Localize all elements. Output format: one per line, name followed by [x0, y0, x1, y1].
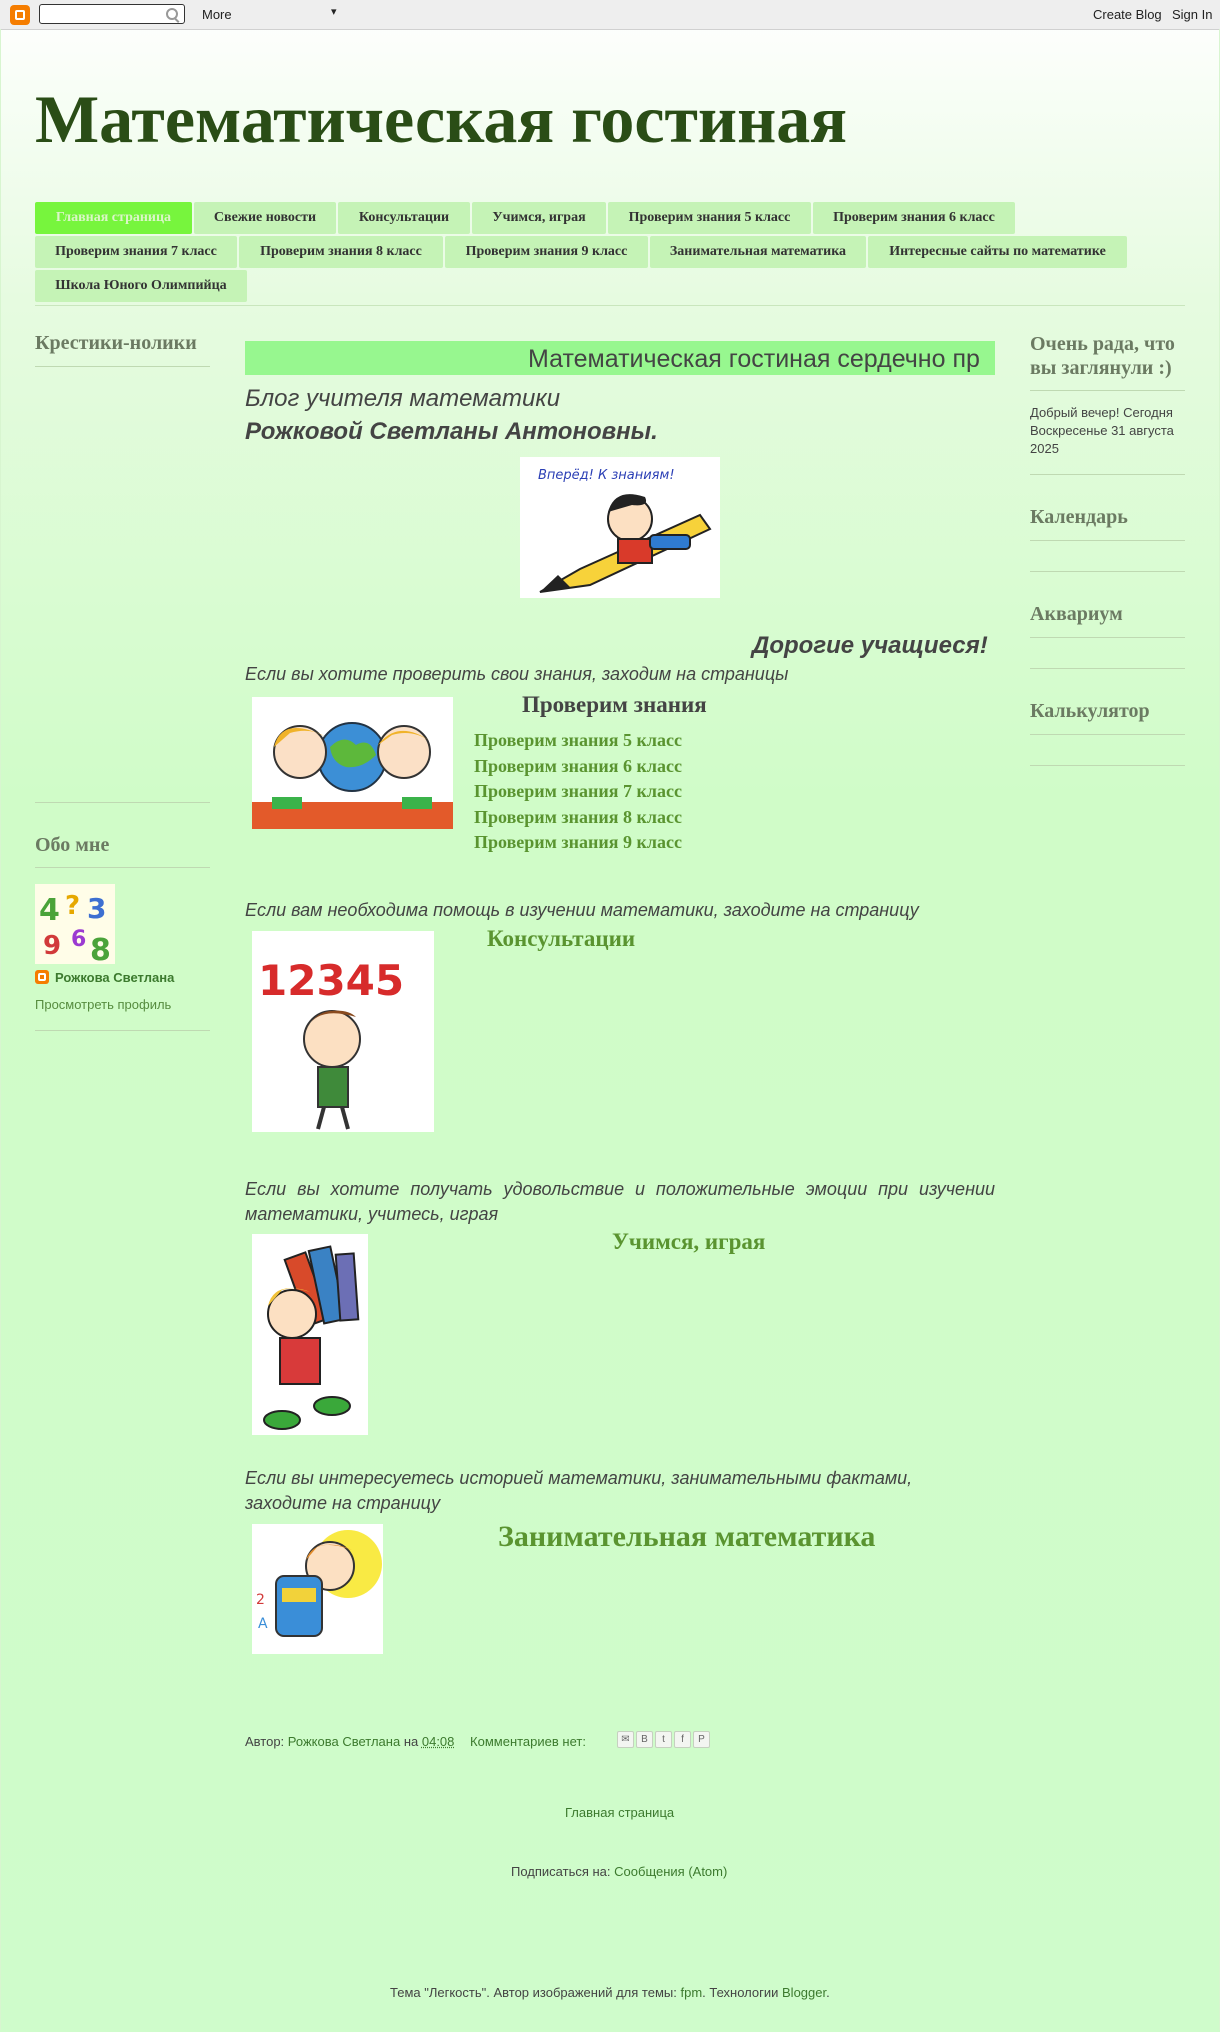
twitter-share-icon[interactable]: t	[655, 1731, 672, 1748]
boy-with-books-image	[252, 1234, 368, 1435]
schoolboy-sun-image	[252, 1524, 383, 1654]
avatar[interactable]	[35, 884, 115, 964]
svg-text:A: A	[258, 1616, 268, 1632]
blogger-link[interactable]: Blogger	[782, 1985, 827, 2000]
create-blog-link[interactable]: Create Blog	[1093, 7, 1162, 22]
svg-text:9: 9	[43, 931, 62, 961]
fpm-link[interactable]: fpm	[680, 1985, 703, 2000]
author-link[interactable]: Рожкова Светлана	[287, 1734, 401, 1749]
tab-check-7[interactable]: Проверим знания 7 класс	[35, 236, 237, 268]
theme-text: Тема "Легкость". Автор изображений для темы:	[390, 1985, 677, 2000]
history-intro-text: Если вы интересуетесь историей математики, занимательными фактами, заходите на страницу	[245, 1468, 913, 1513]
help-intro-text: Если вам необходима помощь в изучении математики, заходите на страницу	[245, 900, 919, 920]
svg-text:8: 8	[90, 933, 111, 964]
fun-math-link[interactable]: Занимательная математика	[498, 1520, 876, 1553]
check-knowledge-heading: Проверим знания	[522, 692, 707, 717]
svg-text:2: 2	[256, 1592, 265, 1608]
tab-interesting-sites[interactable]: Интересные сайты по математике	[868, 236, 1127, 268]
blog-title[interactable]: Математическая гостиная	[35, 81, 848, 157]
divider	[1030, 474, 1185, 475]
check-5-link[interactable]: Проверим знания 5 класс	[474, 730, 682, 750]
tab-learn-playing[interactable]: Учимся, играя	[472, 202, 606, 234]
divider	[35, 802, 210, 803]
svg-text:?: ?	[65, 891, 81, 921]
comments-link[interactable]: Комментариев нет:	[470, 1734, 586, 1749]
divider	[35, 867, 210, 868]
tictactoe-title: Крестики-нолики	[35, 332, 197, 354]
pinterest-share-icon[interactable]: P	[693, 1731, 710, 1748]
check-8-link[interactable]: Проверим знания 8 класс	[474, 807, 682, 827]
blogger-profile-icon	[35, 970, 49, 984]
divider	[1030, 390, 1185, 391]
sign-in-link[interactable]: Sign In	[1172, 7, 1213, 22]
check-9-link[interactable]: Проверим знания 9 класс	[474, 832, 682, 852]
blogthis-share-icon[interactable]: B	[636, 1731, 653, 1748]
blogger-navbar	[0, 0, 1220, 30]
divider	[1030, 540, 1185, 541]
view-profile-link[interactable]: Просмотреть профиль	[35, 997, 172, 1012]
profile-name-link[interactable]: Рожкова Светлана	[55, 970, 175, 985]
post-subtitle: Блог учителя математики	[245, 385, 561, 412]
welcome-marquee	[245, 341, 995, 375]
timestamp-link[interactable]: 04:08	[421, 1734, 455, 1749]
forward-to-knowledge-image	[520, 457, 720, 598]
attribution	[390, 1985, 830, 2000]
schoolboy-with-backpack-icon	[252, 1524, 383, 1654]
tab-home[interactable]: Главная страница	[35, 202, 192, 234]
about-me-title: Обо мне	[35, 834, 110, 856]
welcome-title: Очень рада, что вы заглянули :)	[1030, 333, 1175, 379]
greeting-text: Добрый вечер! Сегодня Воскресенье 31 августа 2025	[1030, 405, 1174, 456]
image-caption: Вперёд! К знаниям!	[538, 468, 675, 483]
svg-text:3: 3	[87, 892, 107, 925]
boy-carrying-books-icon	[252, 1234, 368, 1435]
tab-check-5[interactable]: Проверим знания 5 класс	[608, 202, 811, 234]
divider	[1030, 765, 1185, 766]
blogger-logo-icon[interactable]	[10, 5, 30, 25]
facebook-share-icon[interactable]: f	[674, 1731, 691, 1748]
chevron-down-icon[interactable]: ▾	[331, 6, 337, 18]
check-6-link[interactable]: Проверим знания 6 класс	[474, 756, 682, 776]
divider	[1030, 734, 1185, 735]
author-label: Автор:	[245, 1734, 285, 1749]
dear-students-heading: Дорогие учащиеся!	[752, 632, 988, 659]
aquarium-title: Аквариум	[1030, 603, 1123, 625]
divider	[35, 366, 210, 367]
tab-consultations[interactable]: Консультации	[338, 202, 470, 234]
end-dot: .	[826, 1985, 830, 2000]
divider	[35, 1030, 210, 1031]
atom-feed-link[interactable]: Сообщения (Atom)	[614, 1864, 728, 1879]
tabs-divider	[35, 305, 1185, 306]
numbers-text: 12345	[258, 956, 405, 1005]
tech-text: . Технологии	[702, 1985, 779, 2000]
tab-olympiad-school[interactable]: Школа Юного Олимпийца	[35, 270, 247, 302]
math-numbers-avatar-icon	[35, 884, 115, 964]
marquee-text: Математическая гостиная сердечно пр	[528, 345, 980, 373]
more-dropdown[interactable]: More	[202, 7, 232, 22]
numbers-boy-image	[252, 931, 434, 1132]
svg-text:4: 4	[39, 893, 60, 928]
at-label: на	[403, 1734, 419, 1749]
consultations-link[interactable]: Консультации	[487, 926, 636, 951]
svg-text:6: 6	[71, 927, 87, 952]
tab-check-9[interactable]: Проверим знания 9 класс	[445, 236, 648, 268]
thinking-boy-numbers-icon	[252, 931, 434, 1132]
calendar-title: Календарь	[1030, 506, 1128, 528]
subscribe-label: Подписаться на:	[511, 1864, 611, 1879]
post-footer	[245, 1734, 586, 1749]
teacher-name: Рожковой Светланы Антоновны.	[245, 418, 658, 445]
calculator-title: Калькулятор	[1030, 700, 1150, 722]
divider	[1030, 668, 1185, 669]
search-icon[interactable]	[166, 8, 178, 20]
check-intro-text: Если вы хотите проверить свои знания, заходим на страницы	[245, 664, 789, 684]
tab-news[interactable]: Свежие новости	[194, 202, 336, 234]
home-page-link[interactable]: Главная страница	[565, 1805, 675, 1820]
tab-check-8[interactable]: Проверим знания 8 класс	[239, 236, 443, 268]
tab-check-6[interactable]: Проверим знания 6 класс	[813, 202, 1015, 234]
email-share-icon[interactable]: ✉	[617, 1731, 634, 1748]
boy-on-pencil-icon	[520, 457, 720, 598]
subscribe-row	[511, 1864, 727, 1879]
play-intro-text: Если вы хотите получать удовольствие и положительные эмоции при изучении математики, учитесь, играя	[245, 1179, 995, 1224]
learn-playing-link[interactable]: Учимся, играя	[612, 1229, 766, 1254]
search-input[interactable]	[39, 4, 185, 24]
check-7-link[interactable]: Проверим знания 7 класс	[474, 781, 682, 801]
kids-globe-image	[252, 697, 453, 829]
divider	[1030, 571, 1185, 572]
divider	[1030, 637, 1185, 638]
kids-with-globe-icon	[252, 697, 453, 829]
tab-fun-math[interactable]: Занимательная математика	[650, 236, 866, 268]
